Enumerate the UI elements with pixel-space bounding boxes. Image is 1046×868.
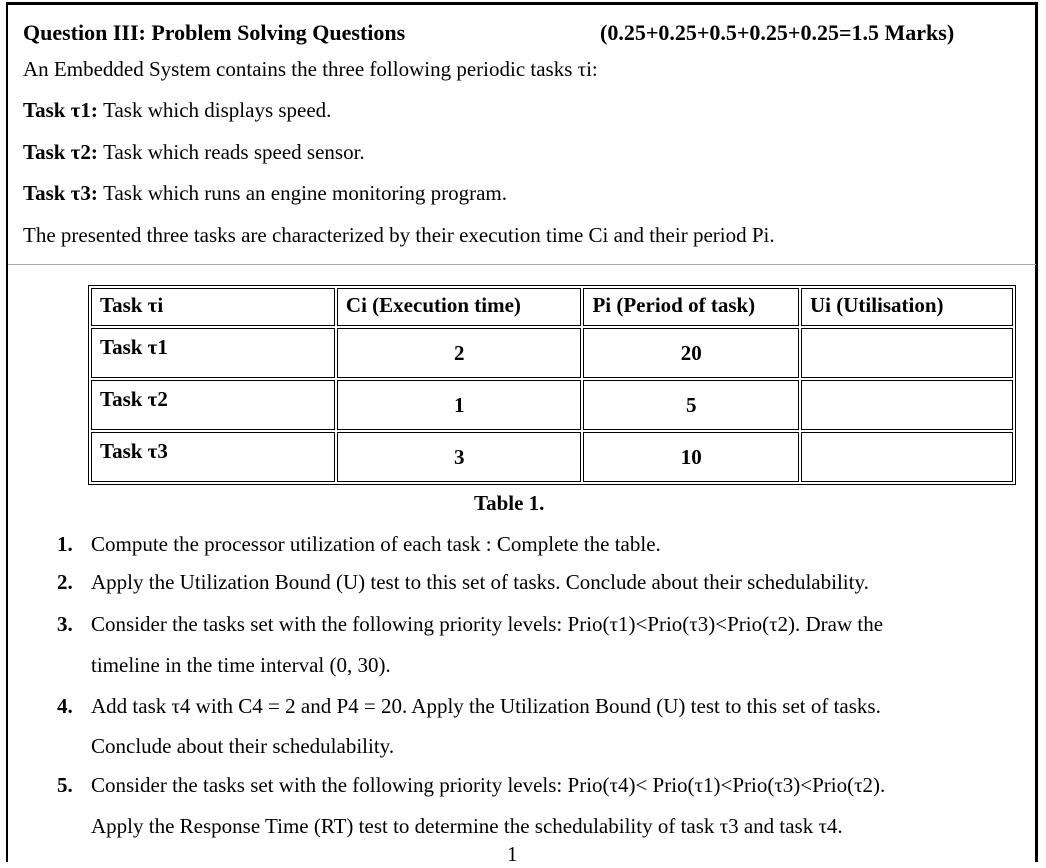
task-desc-1 xyxy=(23,98,331,123)
question-marks: (0.25+0.25+0.5+0.25+0.25=1.5 Marks) xyxy=(600,20,955,45)
question-text: Add task τ4 with C4 = 2 and P4 = 20. Apply the Utilization Bound (U) test to this set of tasks. xyxy=(91,694,881,718)
cell-task: Task τ1 xyxy=(91,328,335,378)
question-text: Compute the processor utilization of each task : Complete the table. xyxy=(91,532,661,556)
cell-task: Task τ2 xyxy=(91,380,335,430)
separator-line xyxy=(8,264,1036,265)
header-period: Pi (Period of task) xyxy=(583,288,799,326)
table-caption: Table 1. xyxy=(474,491,545,515)
cell-u xyxy=(801,380,1013,430)
task-desc-label: Task τ2: xyxy=(23,140,98,164)
header-utilisation: Ui (Utilisation) xyxy=(801,288,1013,326)
question-text-continued: Conclude about their schedulability. xyxy=(91,734,395,758)
question-number: 1. xyxy=(57,532,73,556)
question-text-continued: timeline in the time interval (0, 30). xyxy=(91,653,391,677)
header-task: Task τi xyxy=(91,288,335,326)
cell-p: 20 xyxy=(583,328,799,378)
table-row xyxy=(91,328,1013,378)
question-number: 5. xyxy=(57,773,73,797)
page-number: 1 xyxy=(507,842,518,866)
question-number: 4. xyxy=(57,694,73,718)
question-text: Consider the tasks set with the following priority levels: Prio(τ1)<Prio(τ3)<Prio(τ2). Draw the xyxy=(91,612,884,636)
question-number: 2. xyxy=(57,570,73,594)
task-desc-2 xyxy=(23,140,365,165)
cell-c: 3 xyxy=(337,432,582,482)
task-desc-text: Task which displays speed. xyxy=(103,98,332,122)
cell-c: 1 xyxy=(337,380,582,430)
question-text-continued: Apply the Response Time (RT) test to determine the schedulability of task τ3 and task τ4. xyxy=(91,814,843,838)
cell-p: 10 xyxy=(583,432,799,482)
question-title: Question III: Problem Solving Questions xyxy=(23,20,406,45)
task-desc-text: Task which runs an engine monitoring program. xyxy=(103,181,507,205)
task-desc-label: Task τ1: xyxy=(23,98,98,122)
table-row xyxy=(91,380,1013,430)
cell-p: 5 xyxy=(583,380,799,430)
task-desc-3 xyxy=(23,181,507,206)
task-desc-text: Task which reads speed sensor. xyxy=(103,140,365,164)
question-text: Consider the tasks set with the following priority levels: Prio(τ4)< Prio(τ1)<Prio(τ3)<Prio(τ2). xyxy=(91,773,886,797)
cell-u xyxy=(801,328,1013,378)
question-number: 3. xyxy=(57,612,73,636)
question-text: Apply the Utilization Bound (U) test to this set of tasks. Conclude about their schedulability. xyxy=(91,570,869,594)
intro-text: An Embedded System contains the three following periodic tasks τi: xyxy=(23,57,598,81)
task-desc-label: Task τ3: xyxy=(23,181,98,205)
characterized-text: The presented three tasks are characterized by their execution time Ci and their period Pi. xyxy=(23,223,775,247)
cell-task: Task τ3 xyxy=(91,432,335,482)
cell-u xyxy=(801,432,1013,482)
table-header-row xyxy=(91,288,1013,326)
header-execution-time: Ci (Execution time) xyxy=(337,288,582,326)
cell-c: 2 xyxy=(337,328,582,378)
table-row xyxy=(91,432,1013,482)
task-table xyxy=(88,285,1016,485)
